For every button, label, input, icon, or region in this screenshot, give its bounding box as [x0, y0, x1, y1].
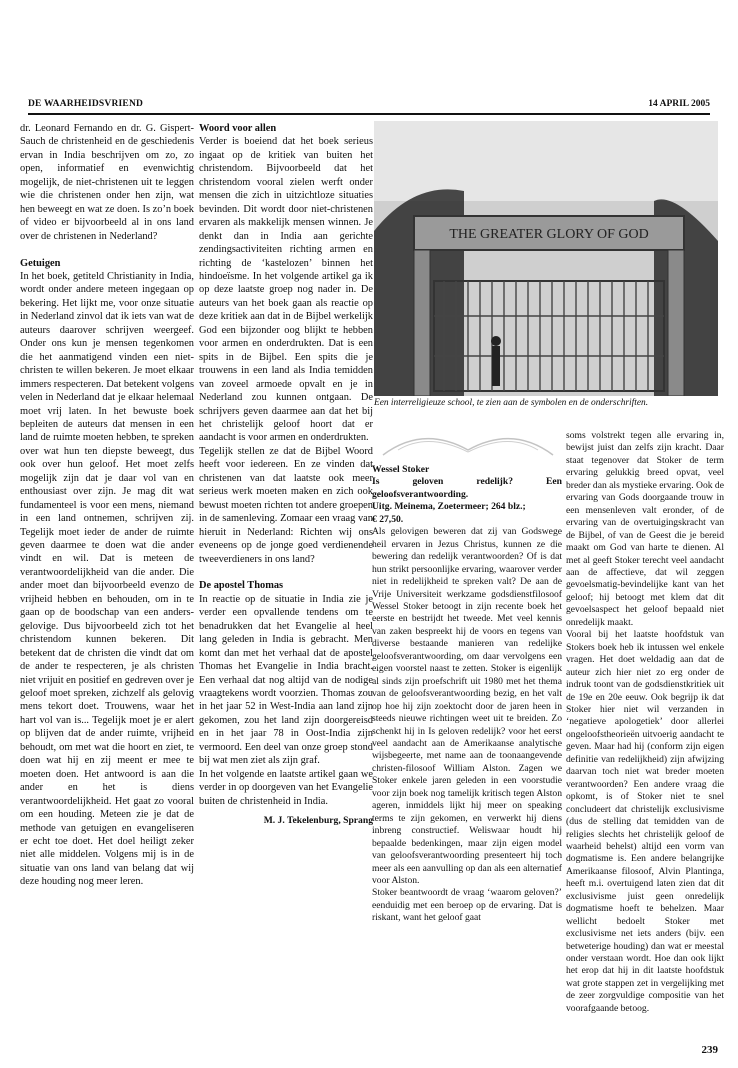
photo-caption: Een interreligieuze school, te zien aan de symbolen en de onderschriften. [374, 398, 649, 408]
column-3-review [372, 464, 562, 925]
review-body: Als gelovigen beweren dat zij van Godswege heil ervaren in Jezus Christus, kunnen ze die bewering dan redelijk verantwoorden? Of is dat hun strikt persoonlijke ervaring, waarover verder niet in redelijkheid te spreken valt? De aan de Vrije Universiteit werkzame godsdienstfilosoof Wessel Stoker betoogt in zijn recente boek het eerste en bestrijdt het tweede. Met veel kennis van zaken bespreekt hij de voors en tegens van diverse bestaande manieren van redelijke geloofsverantwoording, om daar vervolgens een eigen voorstel naast te zetten. Stoker is eigenlijk al sinds zijn proefschrift uit 1980 met het thema van de geloofsverantwoording bezig, en het valt op hoe hij zijn zoektocht door de jaren heen in steeds nieuwe richtingen weet uit te breiden. Zo schenkt hij in Is geloven redelijk? voor het eerst veel aandacht aan de Amerikaanse analytische wijsbegeerte, met name aan de toonaangevende christen-filosoof William Alston. Zagen we Stoker enkele jaren geleden in een voorstudie voor zijn boek nog tamelijk kritisch tegen Alston ageren, inmiddels lijkt hij meer on speaking terms te zijn gekomen, en verwerkt hij diens inbreng constructief. Weliswaar houdt hij bepaalde bedenkingen, maar zijn eigen model van geloofsverantwoording presenteert hij toch meer als een aanvulling op dan als een alternatief voor Alston. [372, 526, 562, 886]
heading-apostel-thomas: De apostel Thomas [199, 580, 284, 592]
review-author: Wessel Stoker [372, 464, 430, 475]
column-2 [199, 122, 373, 828]
open-book-ornament [378, 420, 558, 460]
review-body-2: Stoker beantwoordt de vraag ‘waarom geloven?’ eenduidig met een beroep op de ervaring. Dat is riskant, want het geloof gaat [372, 887, 562, 924]
column-1 [20, 122, 194, 889]
intro-paragraph: dr. Leonard Fernando en dr. G. Gispert-Sauch de christenheid en de geschiedenis ervan in India beschrijven om zo, zo open, informatief en evenwichtig mogelijk, de niet-christenen uit te leggen wie die christenen onder hen zijn, wat hen beweegt en wat ze doen. Is zo’n boek of video er bijvoorbeeld al in ons land over de christenen in Nederland? [20, 123, 194, 242]
issue-date: 14 APRIL 2005 [648, 99, 710, 109]
heading-woord-voor-allen: Woord voor allen [199, 123, 277, 134]
column-4-review [566, 430, 724, 1015]
review-book-title: Is geloven redelijk? Een geloofsverantwoording. [372, 476, 562, 500]
woord-paragraph-2: Tegelijk stellen ze dat de Bijbel Woord heeft voor iedereen. En ze vinden dat christenen van dat laatste ook meer serieus werk moeten maken en zich ook bewust moeten richten tot andere groepen in de samenleving. Zomaar een vraag van hieruit in Nederland: Richten wij ons eveneens op de jonge goed verdienende tweeverdieners in ons land? [199, 445, 373, 565]
review-publisher: Uitg. Meinema, Zoetermeer; 264 blz.; [372, 501, 526, 513]
page-header [28, 99, 710, 115]
getuigen-paragraph: In het boek, getiteld Christianity in India, wordt onder andere meteen ingegaan op bekering. Het lijkt me, voor onze situatie in Nederland zinvol dat ik iets van wat de auteurs daarover schrijven weergeef. Onder ons kun je mensen tegenkomen die het aanmatigend vinden een niet-christen te willen bekeren. Je moet elkaar immers respecteren. Dat betekent volgens velen in Nederland dat je elkaar helemaal moet vrij laten. In het bewuste boek bepleiten de auteurs dat mensen in een land de ruimte moeten hebben, te spreken over wat hun ten diepste beweegt, dus ook over hun geloof. Het moet zelfs mogelijk zijn dat je daar vol van en enthousiast over zijn. Je mag dit wat fundamenteel is voor een mens, niemand in een land ontnemen, schrijven zij. Tegelijk moet ieder de ander de ruimte geven daarmee te doen wat die ander vindt en wil. Dat is meteen de verantwoordelijkheid van die ander. Die ander moet dan bijvoorbeeld evenzo de vrijheid hebben en behouden, om in te gaan op de boodschap van een anders-gelovige. Dus bijvoorbeeld zich tot het christendom kunnen bekeren. Dit betekent dat de christen die vindt dat om de ander te respecteren, je als christen niet vrijuit en positief en gedreven over je geloof moet spreken, zichzelf als gelovig mens tekort doet. Trouwens, waar het hart vol van is... Tegelijk moet je er alert op blijven dat de ander ruimte, vrijheid behoudt, om met wat die hoort en ziet, te doen wat hij en zij meent er mee te moeten doen. Het antwoord is aan die ander en het is diens verantwoordelijkheid. Het gaat zo vooral om een houding. Meteen zie je dat de methode van getuigen en evangeliseren er echt toe doet. Het doel heiligt zeker niet alle middelen. Volgens mij is in de situatie van ons land van belang dat wij deze houding nog meer leren. [20, 270, 194, 888]
arch-inscription: THE GREATER GLORY OF GOD [449, 227, 649, 242]
heading-getuigen: Getuigen [20, 257, 61, 269]
gate-illustration [374, 121, 718, 396]
page-number: 239 [701, 1044, 718, 1056]
thomas-paragraph-2: In het volgende en laatste artikel gaan we verder in op doorgeven van het Evangelie buiten de christenheid in India. [199, 768, 373, 807]
school-gate-photo [374, 121, 718, 396]
review-continued-2: Vooral bij het laatste hoofdstuk van Stokers boek heb ik intussen wel enkele vragen. Het doet weldadig aan dat de auteur zich hier niet zo erg onder de indruk toont van de godsdienstkritiek uit de 19e en 20e eeuw. Ook begrijp ik dat Stoker hier niet wil verzanden in ‘negatieve apologetiek’ door allerlei ongeloofstheorieën uitvoerig aandacht te geven. Maar had hij (conform zijn eigen definitie van redelijkheid) zijn afwijzing daarvan toch niet wat breder moeten verantwoorden? Een andere vraag die opkomt, is of Stoker niet te snel concludeert dat christelijk exclusivisme (dus de stelling dat temidden van de religies slechts het christelijk geloof de waarheid behelst) altijd een vorm van dogmatisme is. Een andere belangrijke Amerikaanse filosoof, Alvin Plantinga, heeft m.i. overtuigend laten zien dat dit exclusivisme juist geen onredelijk dogmatisme hoeft te behelzen. Maar wellicht bedoelt Stoker met exclusivisme net iets anders (bijv. een betweterige houding) dan wat er meestal onder verstaan wordt. Hoe dan ook lijkt het erop dat hij in dit laatste hoofdstuk wat grote stappen zet in vergelijking met de zeer zorgvuldige compositie van het voorafgaande betoog. [566, 629, 724, 1014]
woord-paragraph: Verder is boeiend dat het boek serieus ingaat op de kritiek van buiten het christendom. Bijvoorbeeld dat het christendom vooral zielen werft onder mensen die zich in uitzichtloze situaties bevinden. Dit wordt door niet-christenen ervaren als makkelijk mensen winnen. Je denkt dan in India aan gerichte zendingsactiviteiten richting armen en richting de ‘kastelozen’ binnen het hindoeïsme. In het volgende artikel ga ik op deze laatste groep nog nader in. De auteurs van het boek gaan als reactie op deze kritiek aan dat in de Bijbel werkelijk God een bijzonder oog blijkt te hebben voor armen en onderdrukten. Dat is een spits in de Bijbel. Een spits die je trouwens in een land als India temidden van zoveel armoede opvalt en je in Nederland zou kunnen ontgaan. De schrijvers geven daarmee aan dat het bij het christelijk geloof hoort dat er aandacht is voor armen en onderdrukten. [199, 136, 373, 444]
thomas-paragraph: In reactie op de situatie in India zie je verder een opvallende tendens om te benadrukken dat het Evangelie al heel lang geleden in India is gebracht. Men komt dan met het verhaal dat de apostel Thomas het Evangelie in India bracht. Een verhaal dat nog altijd van de nodige vraagtekens wordt voorzien. Thomas zou in het jaar 52 in West-India aan land zijn gekomen, zou het land zijn doorgereisd en in het jaar 78 in Oost-India zijn vermoord. Een deel van onze groep stond bij wat men ziet als zijn graf. [199, 593, 373, 767]
masthead: DE WAARHEIDSVRIEND [28, 99, 144, 109]
author-signature: M. J. Tekelenburg, Sprang [263, 815, 373, 827]
review-price: € 27,50. [372, 513, 404, 525]
review-continued: soms volstrekt tegen alle ervaring in, bewijst juist dan zelfs zijn kracht. Daar staat tegenover dat Stoker de term ervaring gelukkig breed opvat, veel breder dan als mystieke ervaring. Ook de ervaring van Gods doorgaande trouw in een mensenleven valt eronder, of de ervaring van de overtuigingskracht van de Bijbel, of van de Geest die je bereid maakt om God van harte te dienen. Al met al geeft Stoker terecht veel aandacht aan de affectieve, dat wil zeggen gevoelsmatig-bevindelijke kant van het geloof; hij betoogt met klem dat dit gevoelsaspect het geloof bepaald niet onredelijk maakt. [566, 430, 724, 628]
